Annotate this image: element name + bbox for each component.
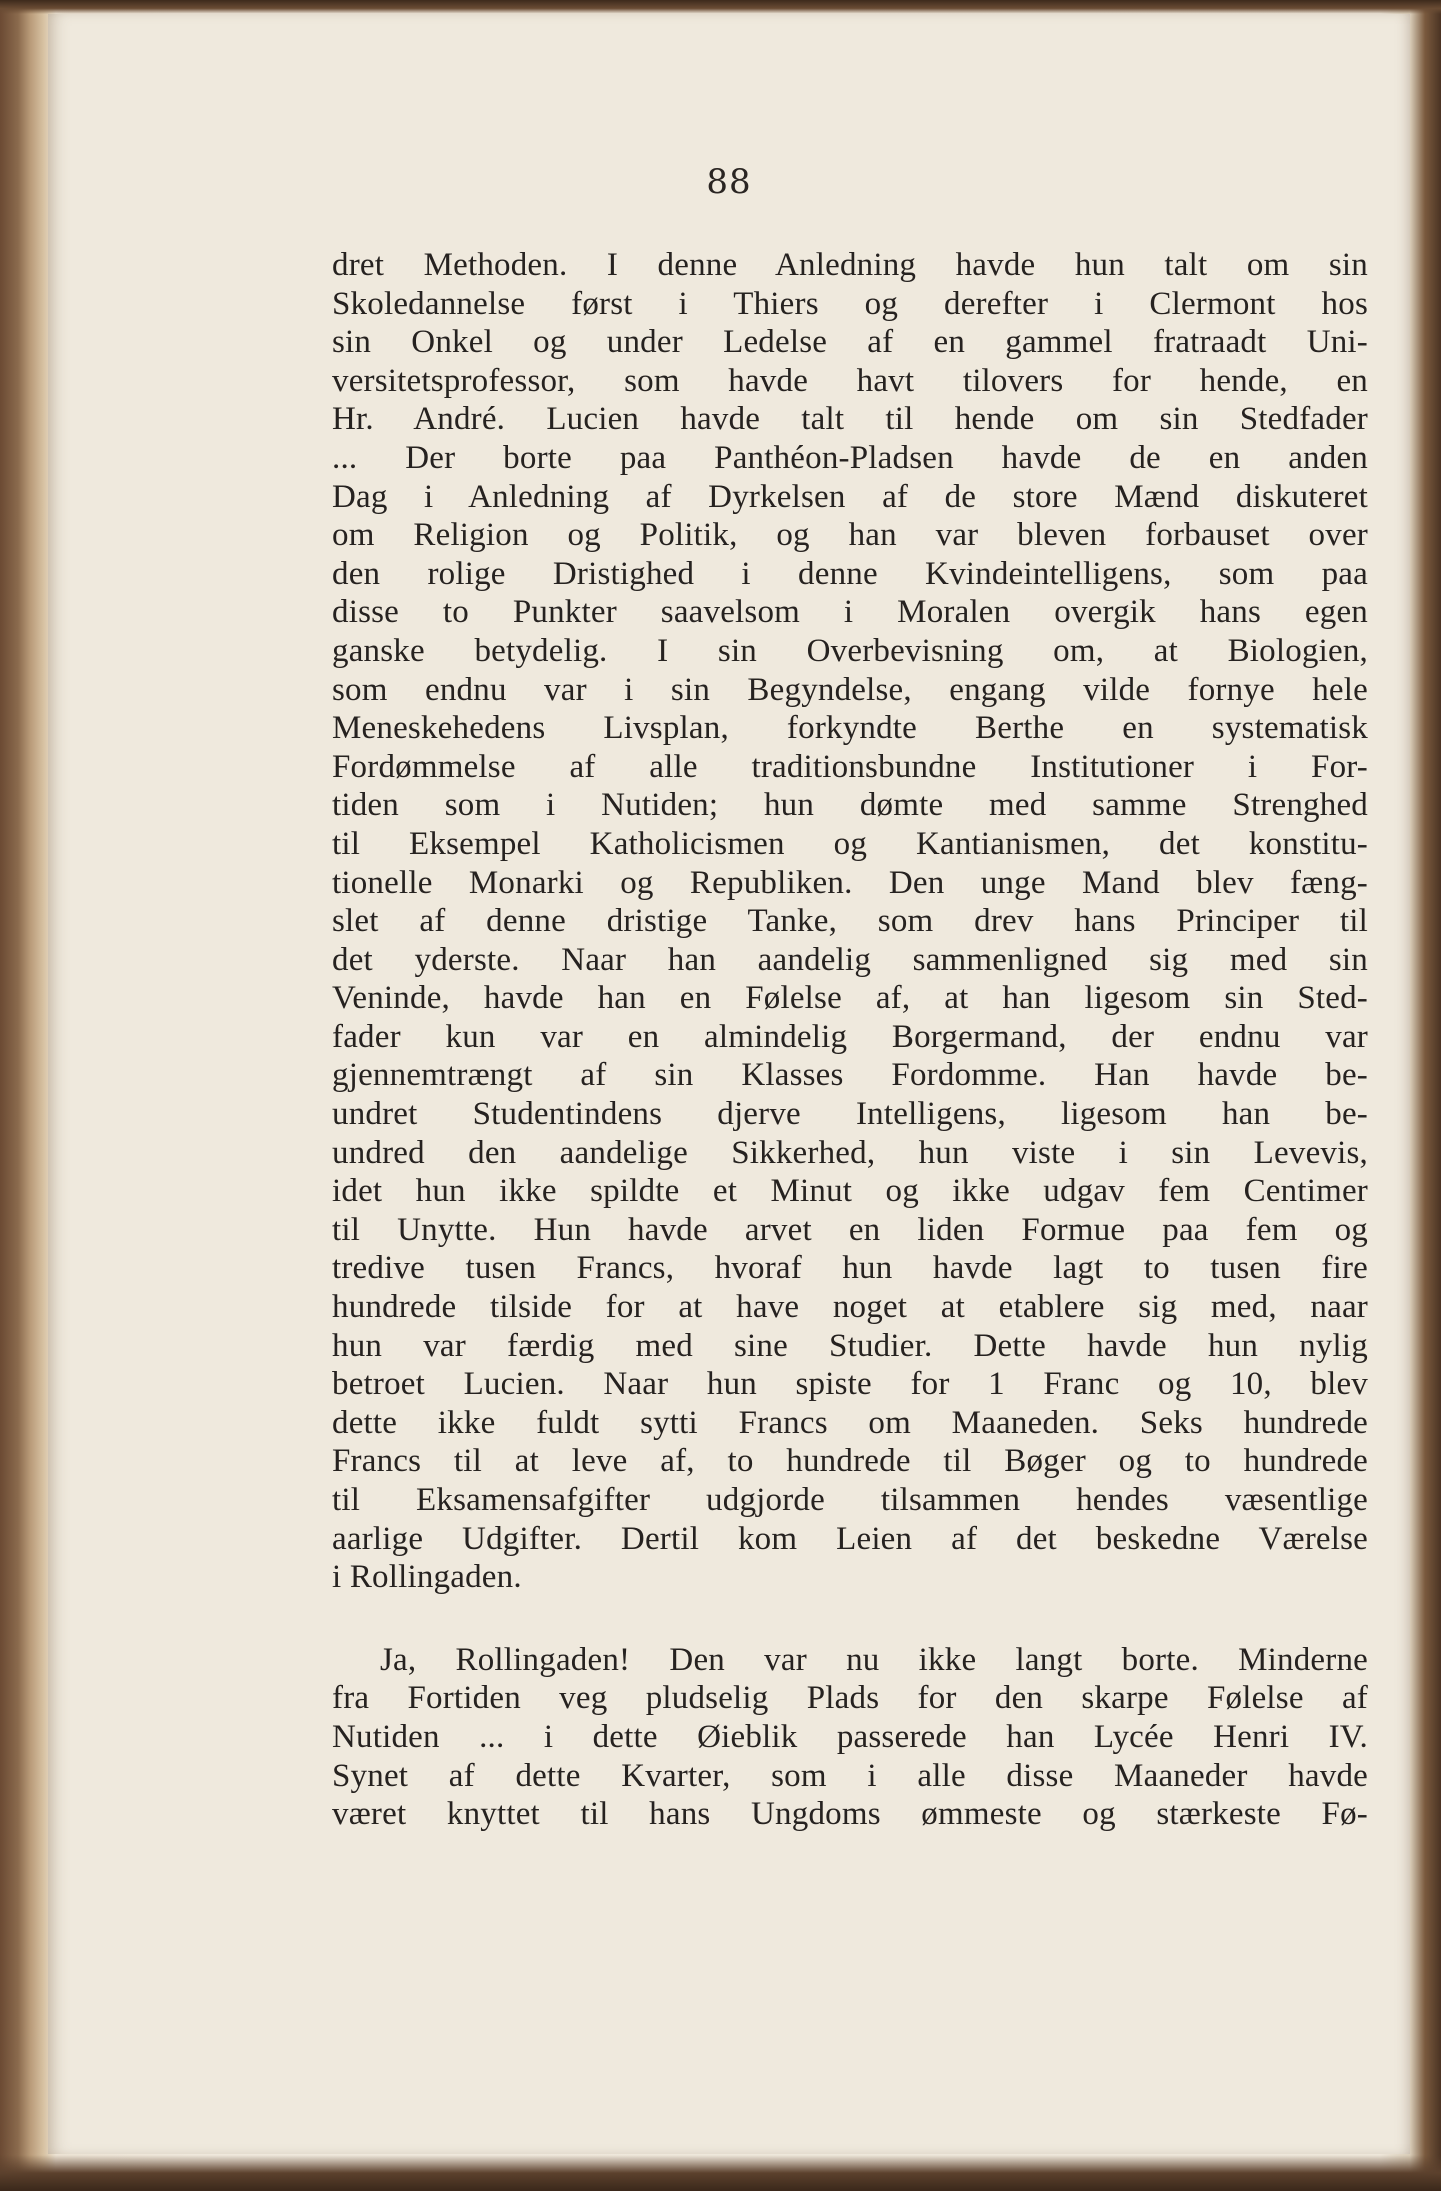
text-line: om Religion og Politik, og han var bleven forbauset over bbox=[332, 517, 1368, 554]
text-line: Nutiden ... i dette Øieblik passerede han Lycée Henri IV. bbox=[332, 1718, 1368, 1755]
body-text bbox=[332, 246, 1368, 1834]
text-line: i Rollingaden. bbox=[332, 1559, 522, 1596]
text-line: sin Onkel og under Ledelse af en gammel fratraadt Uni- bbox=[332, 324, 1368, 361]
text-line: hundrede tilside for at have noget at etablere sig med, naar bbox=[332, 1289, 1368, 1326]
text-line: Veninde, havde han en Følelse af, at han ligesom sin Sted- bbox=[332, 980, 1368, 1017]
text-line: betroet Lucien. Naar hun spiste for 1 Franc og 10, blev bbox=[332, 1366, 1368, 1403]
text-line: Francs til at leve af, to hundrede til Bøger og to hundrede bbox=[332, 1443, 1368, 1480]
text-line: Dag i Anledning af Dyrkelsen af de store Mænd diskuteret bbox=[332, 478, 1368, 515]
text-line: Fordømmelse af alle traditionsbundne Institutioner i For- bbox=[332, 748, 1368, 785]
text-line: ... Der borte paa Panthéon-Pladsen havde de en anden bbox=[332, 439, 1368, 476]
text-line: idet hun ikke spildte et Minut og ikke udgav fem Centimer bbox=[332, 1173, 1368, 1210]
text-line: som endnu var i sin Begyndelse, engang vilde fornye hele bbox=[332, 671, 1368, 708]
book-edge-top bbox=[0, 0, 1441, 14]
text-line: dette ikke fuldt sytti Francs om Maaneden. Seks hundrede bbox=[332, 1404, 1368, 1441]
text-line: Synet af dette Kvarter, som i alle disse Maaneder havde bbox=[332, 1757, 1368, 1794]
text-line: fader kun var en almindelig Borgermand, der endnu var bbox=[332, 1018, 1368, 1055]
text-line: til Eksamensafgifter udgjorde tilsammen hendes væsentlige bbox=[332, 1482, 1368, 1518]
book-edge-bottom bbox=[0, 2155, 1441, 2191]
text-line: aarlige Udgifter. Dertil kom Leien af det beskedne Værelse bbox=[332, 1520, 1368, 1557]
text-line: slet af denne dristige Tanke, som drev hans Principer til bbox=[332, 903, 1368, 940]
text-line: tredive tusen Francs, hvoraf hun havde lagt to tusen fire bbox=[332, 1250, 1368, 1287]
text-line: til Unytte. Hun havde arvet en liden Formue paa fem og bbox=[332, 1211, 1368, 1248]
text-line: til Eksempel Katholicismen og Kantianismen, det konstitu- bbox=[332, 825, 1368, 862]
text-line: Hr. André. Lucien havde talt til hende om sin Stedfader bbox=[332, 401, 1368, 438]
text-line: fra Fortiden veg pludselig Plads for den skarpe Følelse af bbox=[332, 1680, 1368, 1717]
text-line: dret Methoden. I denne Anledning havde hun talt om sin bbox=[332, 247, 1368, 283]
book-page bbox=[48, 14, 1410, 2154]
text-line: det yderste. Naar han aandelig sammenligned sig med sin bbox=[332, 941, 1368, 978]
text-line: versitetsprofessor, som havde havt tilovers for hende, en bbox=[332, 362, 1368, 399]
text-line: Meneskehedens Livsplan, forkyndte Berthe en systematisk bbox=[332, 710, 1368, 747]
text-line: hun var færdig med sine Studier. Dette havde hun nylig bbox=[332, 1327, 1368, 1364]
paragraph-1 bbox=[332, 246, 1368, 1597]
text-line: undret Studentindens djerve Intelligens, ligesom han be- bbox=[332, 1096, 1368, 1133]
text-line: Skoledannelse først i Thiers og derefter i Clermont hos bbox=[332, 285, 1368, 322]
text-line: Ja, Rollingaden! Den var nu ikke langt borte. Minderne bbox=[380, 1641, 1368, 1678]
text-line: disse to Punkter saavelsom i Moralen overgik hans egen bbox=[332, 594, 1368, 631]
text-line: gjennemtrængt af sin Klasses Fordomme. Han havde be- bbox=[332, 1057, 1368, 1094]
paragraph-2 bbox=[332, 1641, 1368, 1834]
text-line: undred den aandelige Sikkerhed, hun viste i sin Levevis, bbox=[332, 1134, 1368, 1171]
page-number: 88 bbox=[706, 162, 752, 202]
text-line: den rolige Dristighed i denne Kvindeintelligens, som paa bbox=[332, 555, 1368, 592]
text-line: ganske betydelig. I sin Overbevisning om, at Biologien, bbox=[332, 632, 1368, 669]
text-line: tiden som i Nutiden; hun dømte med samme Strenghed bbox=[332, 787, 1368, 824]
text-line: tionelle Monarki og Republiken. Den unge Mand blev fæng- bbox=[332, 864, 1368, 901]
text-line: været knyttet til hans Ungdoms ømmeste og stærkeste Fø- bbox=[332, 1796, 1368, 1833]
